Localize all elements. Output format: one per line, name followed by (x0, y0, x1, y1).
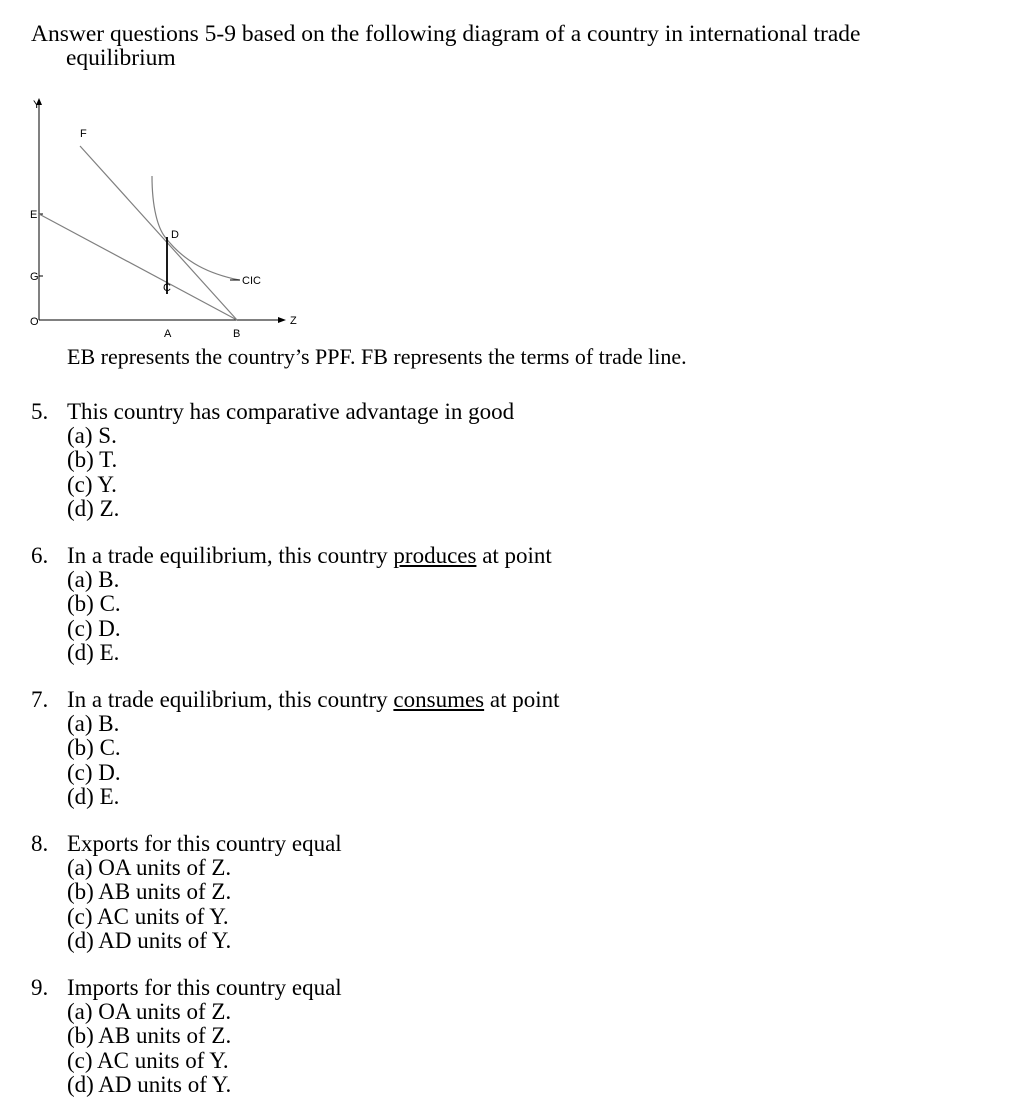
option-a: (a) B. (67, 711, 120, 737)
question-stem-pre: In a trade equilibrium, this country (67, 687, 394, 712)
diagram-caption: EB represents the country’s PPF. FB represents the terms of trade line. (67, 344, 687, 369)
option-c: (c) AC units of Y. (67, 1047, 229, 1073)
option-a: (a) B. (67, 567, 120, 593)
option-b: (b) AB units of Z. (67, 1023, 232, 1049)
intro-line-1: Answer questions 5-9 based on the following diagram of a country in international trade (31, 21, 861, 47)
option-d: (d) AD units of Y. (67, 1071, 232, 1097)
label-D: D (171, 229, 179, 241)
option-b: (b) T. (67, 447, 118, 473)
question-6 (31, 544, 552, 665)
question-5 (31, 400, 514, 521)
question-stem-pre: In a trade equilibrium, this country (67, 543, 394, 568)
label-y: Y (33, 99, 41, 111)
question-7 (31, 688, 560, 809)
option-b: (b) C. (67, 591, 121, 617)
question-stem: Exports for this country equal (67, 831, 342, 856)
option-d: (d) E. (67, 639, 120, 665)
trade-diagram (30, 88, 330, 346)
terms-of-trade-line (80, 146, 237, 320)
question-number: 5. (31, 399, 49, 424)
label-z: Z (290, 315, 297, 327)
z-axis-arrowhead (278, 317, 286, 323)
option-c: (c) Y. (67, 471, 117, 497)
question-8 (31, 832, 342, 953)
option-d: (d) AD units of Y. (67, 927, 232, 953)
question-stem-emphasis: consumes (393, 687, 485, 712)
label-F: F (80, 128, 87, 140)
option-d: (d) E. (67, 783, 120, 809)
intro-text (31, 22, 860, 70)
question-stem-post: at point (484, 687, 560, 712)
cic-curve (152, 176, 239, 280)
label-G: G (30, 271, 39, 283)
question-stem: This country has comparative advantage in good (67, 399, 515, 424)
question-number: 6. (31, 543, 49, 568)
question-number: 9. (31, 975, 49, 1000)
question-stem-post: at point (476, 543, 552, 568)
option-c: (c) D. (67, 759, 121, 785)
question-number: 7. (31, 687, 49, 712)
option-d: (d) Z. (67, 495, 120, 521)
label-C: C (163, 282, 171, 294)
option-a: (a) OA units of Z. (67, 855, 232, 881)
ppf-line (39, 214, 237, 320)
label-E: E (30, 209, 38, 221)
question-number: 8. (31, 831, 49, 856)
option-b: (b) C. (67, 735, 121, 761)
label-O: O (30, 316, 39, 328)
option-b: (b) AB units of Z. (67, 879, 232, 905)
label-cic: CIC (242, 275, 261, 287)
option-c: (c) D. (67, 615, 121, 641)
option-a: (a) S. (67, 423, 117, 449)
question-stem-emphasis: produces (393, 543, 477, 568)
option-c: (c) AC units of Y. (67, 903, 229, 929)
intro-line-2: equilibrium (66, 45, 176, 71)
label-A: A (164, 328, 172, 340)
label-B: B (233, 328, 241, 340)
question-stem: Imports for this country equal (67, 975, 342, 1000)
option-a: (a) OA units of Z. (67, 999, 232, 1025)
question-9 (31, 976, 342, 1097)
